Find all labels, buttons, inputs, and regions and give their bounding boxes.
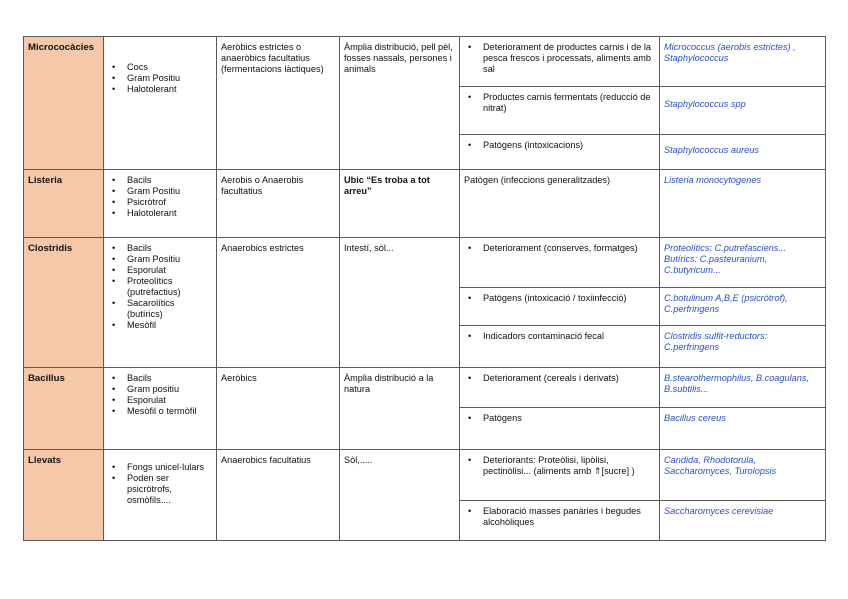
oxygen-cell: Anaerobics facultatius (217, 450, 340, 541)
distribution-cell: Sòl,..... (340, 450, 460, 541)
table-row (24, 368, 826, 408)
distribution-cell: Àmplia distribució, pell pèl, fosses nassals, persones i animals (340, 37, 460, 170)
effect-cell (460, 408, 660, 450)
group-name-bacillus: Bacillus (24, 368, 104, 450)
species-cell: Clostridis sulfit-reductors: C.perfringens (660, 326, 826, 368)
species-cell: C.botulinum A,B,E (psicròtrof), C.perfringens (660, 288, 826, 326)
effect-cell (460, 501, 660, 541)
traits-cell (104, 368, 217, 450)
table-row (24, 238, 826, 288)
list-item: • Elaboració masses panàries i begudes alcohòliques (464, 506, 655, 528)
list-item: • Poden ser psicròtrofs, osmòfils.... (108, 473, 212, 506)
species-cell: Micrococcus (aerobis estrictes) , Staphylococcus (660, 37, 826, 87)
species-cell: Listeria monocytogenes (660, 170, 826, 238)
list-item: • Gram Positiu (108, 254, 212, 265)
distribution-cell: Ubic “Es troba a tot arreu” (340, 170, 460, 238)
effect-cell (460, 368, 660, 408)
species-cell: Candida, Rhodotorula, Saccharomyces, Turolopsis (660, 450, 826, 501)
table-row (24, 37, 826, 87)
traits-list (108, 373, 212, 417)
list-item (464, 455, 655, 477)
list-item: • Halotolerant (108, 208, 212, 219)
oxygen-cell: Aeròbics estrictes o anaeròbics facultatius (fermentacions làctiques) (217, 37, 340, 170)
list-item: • Gram positiu (108, 384, 212, 395)
effect-cell (460, 135, 660, 170)
species-cell: Staphylococcus spp (660, 87, 826, 135)
species-cell: Bacillus cereus (660, 408, 826, 450)
traits-list (108, 462, 212, 506)
list-item: • Esporulat (108, 265, 212, 276)
list-item: • Indicadors contaminació fecal (464, 331, 655, 342)
effect-cell: Patògen (infeccions generalitzades) (460, 170, 660, 238)
microorganisms-table (23, 36, 826, 541)
list-item: • Gram Positiu (108, 73, 212, 84)
traits-cell (104, 37, 217, 170)
table-row (24, 450, 826, 501)
traits-cell (104, 238, 217, 368)
list-item: • Sacarolítics (butírics) (108, 298, 212, 320)
traits-cell (104, 450, 217, 541)
list-item: • Bacils (108, 175, 212, 186)
oxygen-cell: Aerobis o Anaerobis facultatius (217, 170, 340, 238)
list-item: • Proteolítics (putrefactius) (108, 276, 212, 298)
effect-cell (460, 288, 660, 326)
effect-cell (460, 238, 660, 288)
list-item: • Cocs (108, 62, 212, 73)
up-arrow-icon: ⇑ (593, 466, 602, 476)
list-item: • Deteriorament de productes carnis i de la pesca frescos i processats, aliments amb sal (464, 42, 655, 75)
effect-cell (460, 326, 660, 368)
list-item: • Mesòfil (108, 320, 212, 331)
traits-list (108, 62, 212, 95)
list-item: • Esporulat (108, 395, 212, 406)
group-name-listeria: Listeria (24, 170, 104, 238)
distribution-cell: Àmplia distribució a la natura (340, 368, 460, 450)
list-item: • Fongs unicel·lulars (108, 462, 212, 473)
distribution-cell: Intestí, sòl... (340, 238, 460, 368)
group-name-micrococacies: Micrococàcies (24, 37, 104, 170)
list-item: • Bacils (108, 373, 212, 384)
list-item: • Patògens (intoxicacions) (464, 140, 655, 151)
table-row (24, 170, 826, 238)
list-item: • Bacils (108, 243, 212, 254)
species-cell: Proteolítics: C.putrefasciens... Butírics: C.pasteuranium, C.butyricum... (660, 238, 826, 288)
list-item: • Productes carnis fermentats (reducció de nitrat) (464, 92, 655, 114)
list-item: • Gram Positiu (108, 186, 212, 197)
traits-list (108, 175, 212, 219)
list-item: • Halotolerant (108, 84, 212, 95)
list-item: • Psicròtrof (108, 197, 212, 208)
group-name-llevats: Llevats (24, 450, 104, 541)
effect-prefix: Deteriorants: Proteòlisi, lipòlisi, pectinòlisi... (aliments amb (483, 455, 609, 476)
effect-suffix: [sucre] ) (601, 466, 635, 476)
oxygen-cell: Aeròbics (217, 368, 340, 450)
list-item: • Patògens (464, 413, 655, 424)
effect-cell (460, 37, 660, 87)
species-cell: Staphylococcus aureus (660, 135, 826, 170)
list-item: • Deteriorament (cereals i derivats) (464, 373, 655, 384)
list-item: • Mesòfil o termòfil (108, 406, 212, 417)
oxygen-cell: Anaerobics estrictes (217, 238, 340, 368)
species-cell: Saccharomyces cerevisiae (660, 501, 826, 541)
effect-cell (460, 450, 660, 501)
effect-cell (460, 87, 660, 135)
group-name-clostridis: Clostridis (24, 238, 104, 368)
species-cell: B.stearothermophilus, B.coagulans, B.subtilis... (660, 368, 826, 408)
traits-list (108, 243, 212, 331)
list-item: • Patògens (intoxicació / toxiinfecció) (464, 293, 655, 304)
traits-cell (104, 170, 217, 238)
list-item: • Deteriorament (conserves, formatges) (464, 243, 655, 254)
